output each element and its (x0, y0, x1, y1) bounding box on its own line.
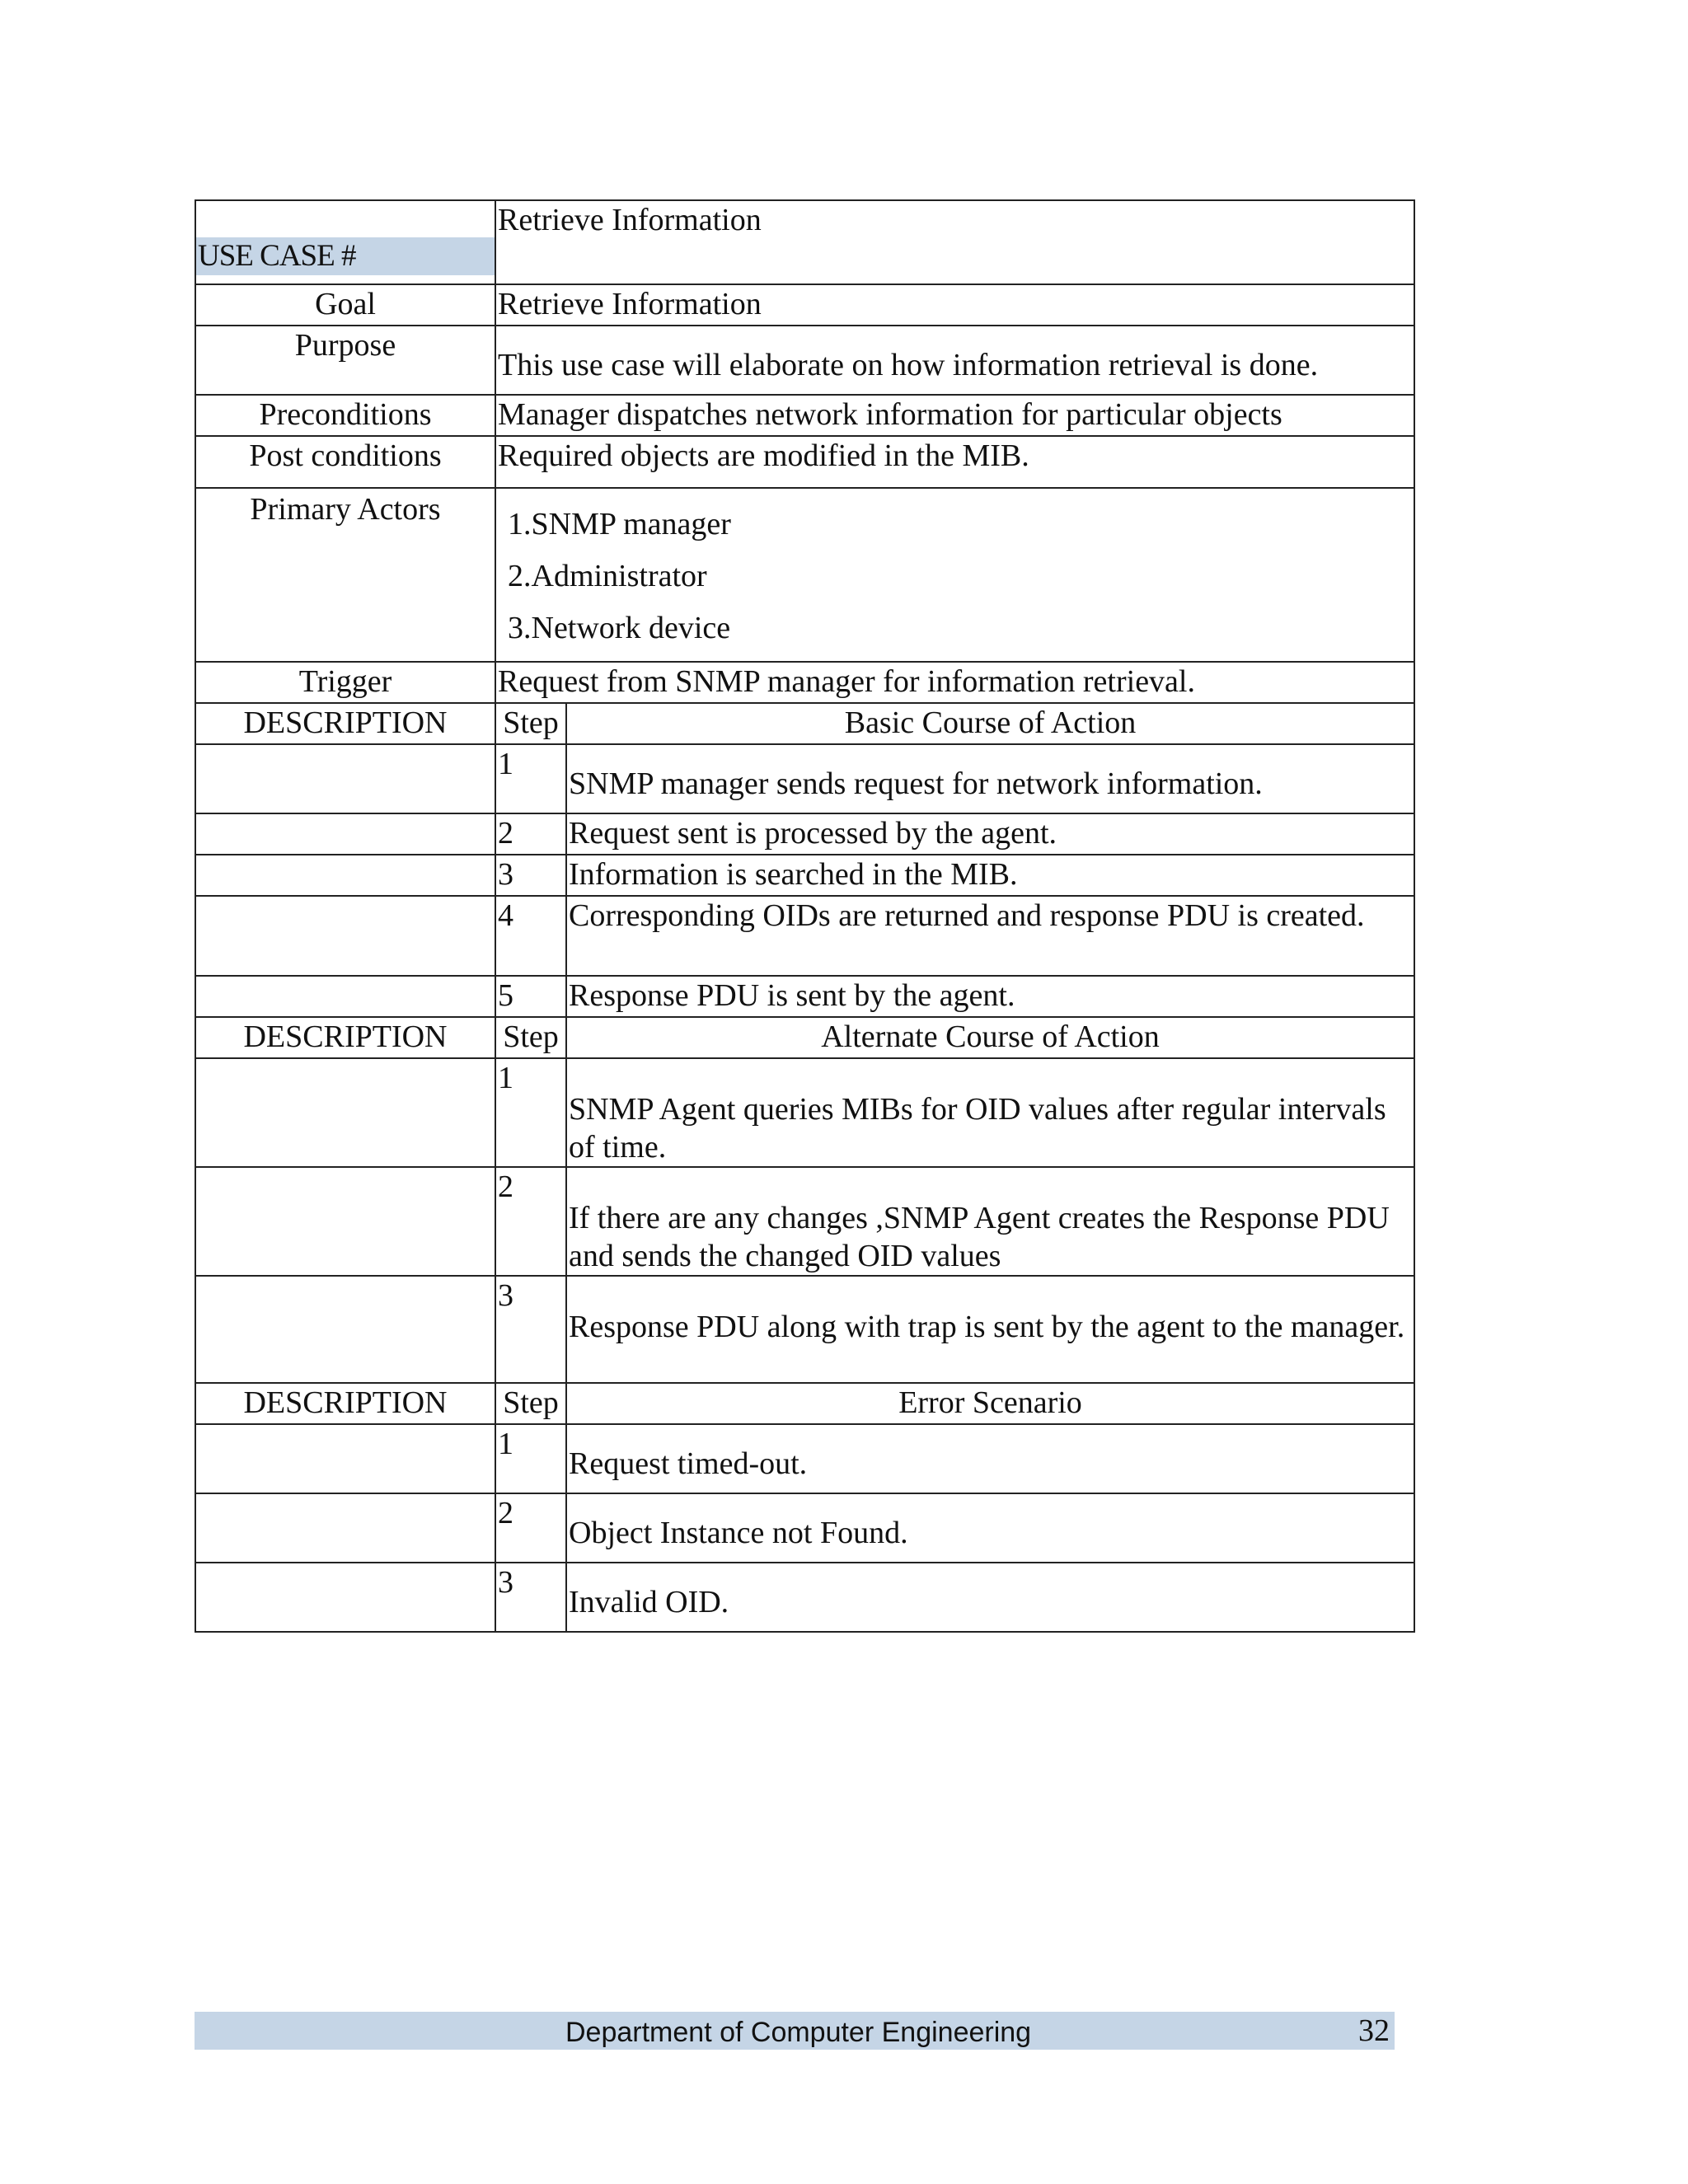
table-row (195, 1493, 1414, 1563)
use-case-header-row (195, 200, 1414, 284)
purpose-value: This use case will elaborate on how information retrieval is done. (495, 326, 1414, 395)
step-text: Request timed-out. (566, 1424, 1414, 1493)
step-header: Step (495, 1017, 566, 1058)
trigger-label: Trigger (195, 662, 495, 703)
section-header-basic (195, 703, 1414, 744)
use-case-label-cell (195, 200, 495, 284)
step-text: Information is searched in the MIB. (566, 855, 1414, 896)
primary-actors-label: Primary Actors (195, 488, 495, 662)
actor-item: 3.Network device (508, 611, 731, 645)
step-number: 1 (495, 1058, 566, 1167)
row-goal (195, 284, 1414, 326)
table-row (195, 1424, 1414, 1493)
step-text: Response PDU is sent by the agent. (566, 976, 1414, 1017)
step-text: Corresponding OIDs are returned and response PDU is created. (566, 896, 1414, 976)
step-text: If there are any changes ,SNMP Agent creates the Response PDU and sends the changed OID values (566, 1167, 1414, 1276)
table-row (195, 1276, 1414, 1383)
table-row (195, 1563, 1414, 1632)
purpose-label: Purpose (195, 326, 495, 395)
row-preconditions (195, 395, 1414, 436)
step-number: 5 (495, 976, 566, 1017)
row-primary-actors (195, 488, 1414, 662)
step-text: Response PDU along with trap is sent by the agent to the manager. (566, 1276, 1414, 1383)
table-row (195, 744, 1414, 813)
step-text: Invalid OID. (566, 1563, 1414, 1632)
footer-department: Department of Computer Engineering (565, 2017, 1032, 2048)
table-row (195, 976, 1414, 1017)
table-row (195, 1167, 1414, 1276)
preconditions-value: Manager dispatches network information for particular objects (495, 395, 1414, 436)
use-case-title: Retrieve Information (495, 200, 1414, 284)
step-number: 3 (495, 1276, 566, 1383)
step-number: 2 (495, 813, 566, 855)
section-header-alternate (195, 1017, 1414, 1058)
step-number: 3 (495, 1563, 566, 1632)
step-text: Object Instance not Found. (566, 1493, 1414, 1563)
actor-item: 2.Administrator (508, 559, 707, 593)
step-header: Step (495, 703, 566, 744)
section-label: DESCRIPTION (195, 703, 495, 744)
table-row (195, 1058, 1414, 1167)
step-number: 1 (495, 1424, 566, 1493)
table-row (195, 813, 1414, 855)
goal-label: Goal (195, 284, 495, 326)
use-case-table (195, 199, 1415, 1633)
step-number: 2 (495, 1493, 566, 1563)
step-number: 2 (495, 1167, 566, 1276)
section-label: DESCRIPTION (195, 1017, 495, 1058)
row-purpose (195, 326, 1414, 395)
page-footer (195, 2012, 1395, 2050)
step-header: Step (495, 1383, 566, 1424)
step-number: 4 (495, 896, 566, 976)
page-number: 32 (1358, 2013, 1390, 2048)
table-row (195, 855, 1414, 896)
table-row (195, 896, 1414, 976)
row-trigger (195, 662, 1414, 703)
section-title: Basic Course of Action (566, 703, 1414, 744)
section-title: Error Scenario (566, 1383, 1414, 1424)
actor-item: 1.SNMP manager (508, 507, 731, 541)
section-label: DESCRIPTION (195, 1383, 495, 1424)
step-text: SNMP Agent queries MIBs for OID values after regular intervals of time. (566, 1058, 1414, 1167)
step-text: Request sent is processed by the agent. (566, 813, 1414, 855)
row-postconditions (195, 436, 1414, 488)
use-case-label: USE CASE # (196, 237, 495, 275)
preconditions-label: Preconditions (195, 395, 495, 436)
section-title: Alternate Course of Action (566, 1017, 1414, 1058)
trigger-value: Request from SNMP manager for information retrieval. (495, 662, 1414, 703)
postconditions-label: Post conditions (195, 436, 495, 488)
goal-value: Retrieve Information (495, 284, 1414, 326)
postconditions-value: Required objects are modified in the MIB. (495, 436, 1414, 488)
step-text: SNMP manager sends request for network information. (566, 744, 1414, 813)
step-number: 1 (495, 744, 566, 813)
step-number: 3 (495, 855, 566, 896)
primary-actors-list (495, 488, 1414, 662)
section-header-error (195, 1383, 1414, 1424)
